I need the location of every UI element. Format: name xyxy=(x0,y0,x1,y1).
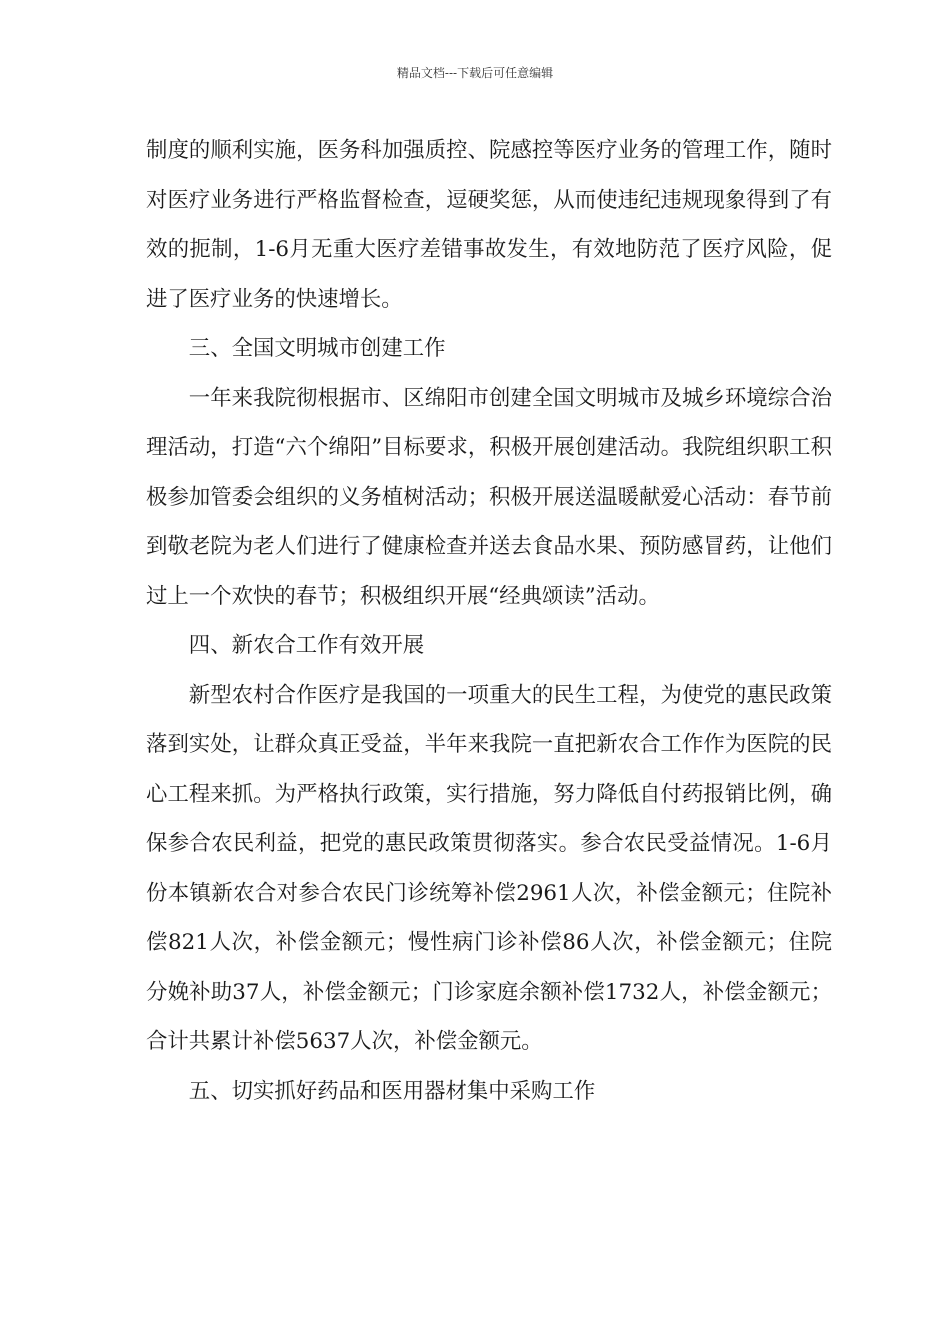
paragraph-continuation: 制度的顺利实施，医务科加强质控、院感控等医疗业务的管理工作，随时对医疗业务进行严格监督检查，逗硬奖惩，从而使违纪违规现象得到了有效的扼制，1-6月无重大医疗差错事故发生，有效地防范了医疗风险，促进了医疗业务的快速增长。 xyxy=(146,138,832,312)
section-heading-4: 四、新农合工作有效开展 xyxy=(188,633,425,658)
section-heading-5: 五、切实抓好药品和医用器材集中采购工作 xyxy=(188,1078,596,1104)
section-heading-3: 三、全国文明城市创建工作 xyxy=(188,336,446,361)
page-header: 精品文档---下载后可任意编辑 xyxy=(396,66,554,80)
paragraph-civilization: 一年来我院彻根据市、区绵阳市创建全国文明城市及城乡环境综合治理活动，打造“六个绵阳”目标要求，积极开展创建活动。我院组织职工积极参加管委会组织的义务植树活动；积极开展送温暖献爱心活动：春节前到敬老院为老人们进行了健康检查并送去食品水果、预防感冒药，让他们过上一个欢快的春节；积极组织开展“经典颂读”活动。 xyxy=(146,385,832,609)
document-body xyxy=(146,126,832,1116)
paragraph-rural-medical: 新型农村合作医疗是我国的一项重大的民生工程，为使党的惠民政策落到实处，让群众真正受益，半年来我院一直把新农合工作作为医院的民心工程来抓。为严格执行政策，实行措施，努力降低自付药报销比例，确保参合农民利益，把党的惠民政策贯彻落实。参合农民受益情况。1-6月份本镇新农合对参合农民门诊统筹补偿2961人次，补偿金额元；住院补偿821人次，补偿金额元；慢性病门诊补偿86人次，补偿金额元；住院分娩补助37人，补偿金额元；门诊家庭余额补偿1732人，补偿金额元；合计共累计补偿5637人次，补偿金额元。 xyxy=(146,682,832,1054)
